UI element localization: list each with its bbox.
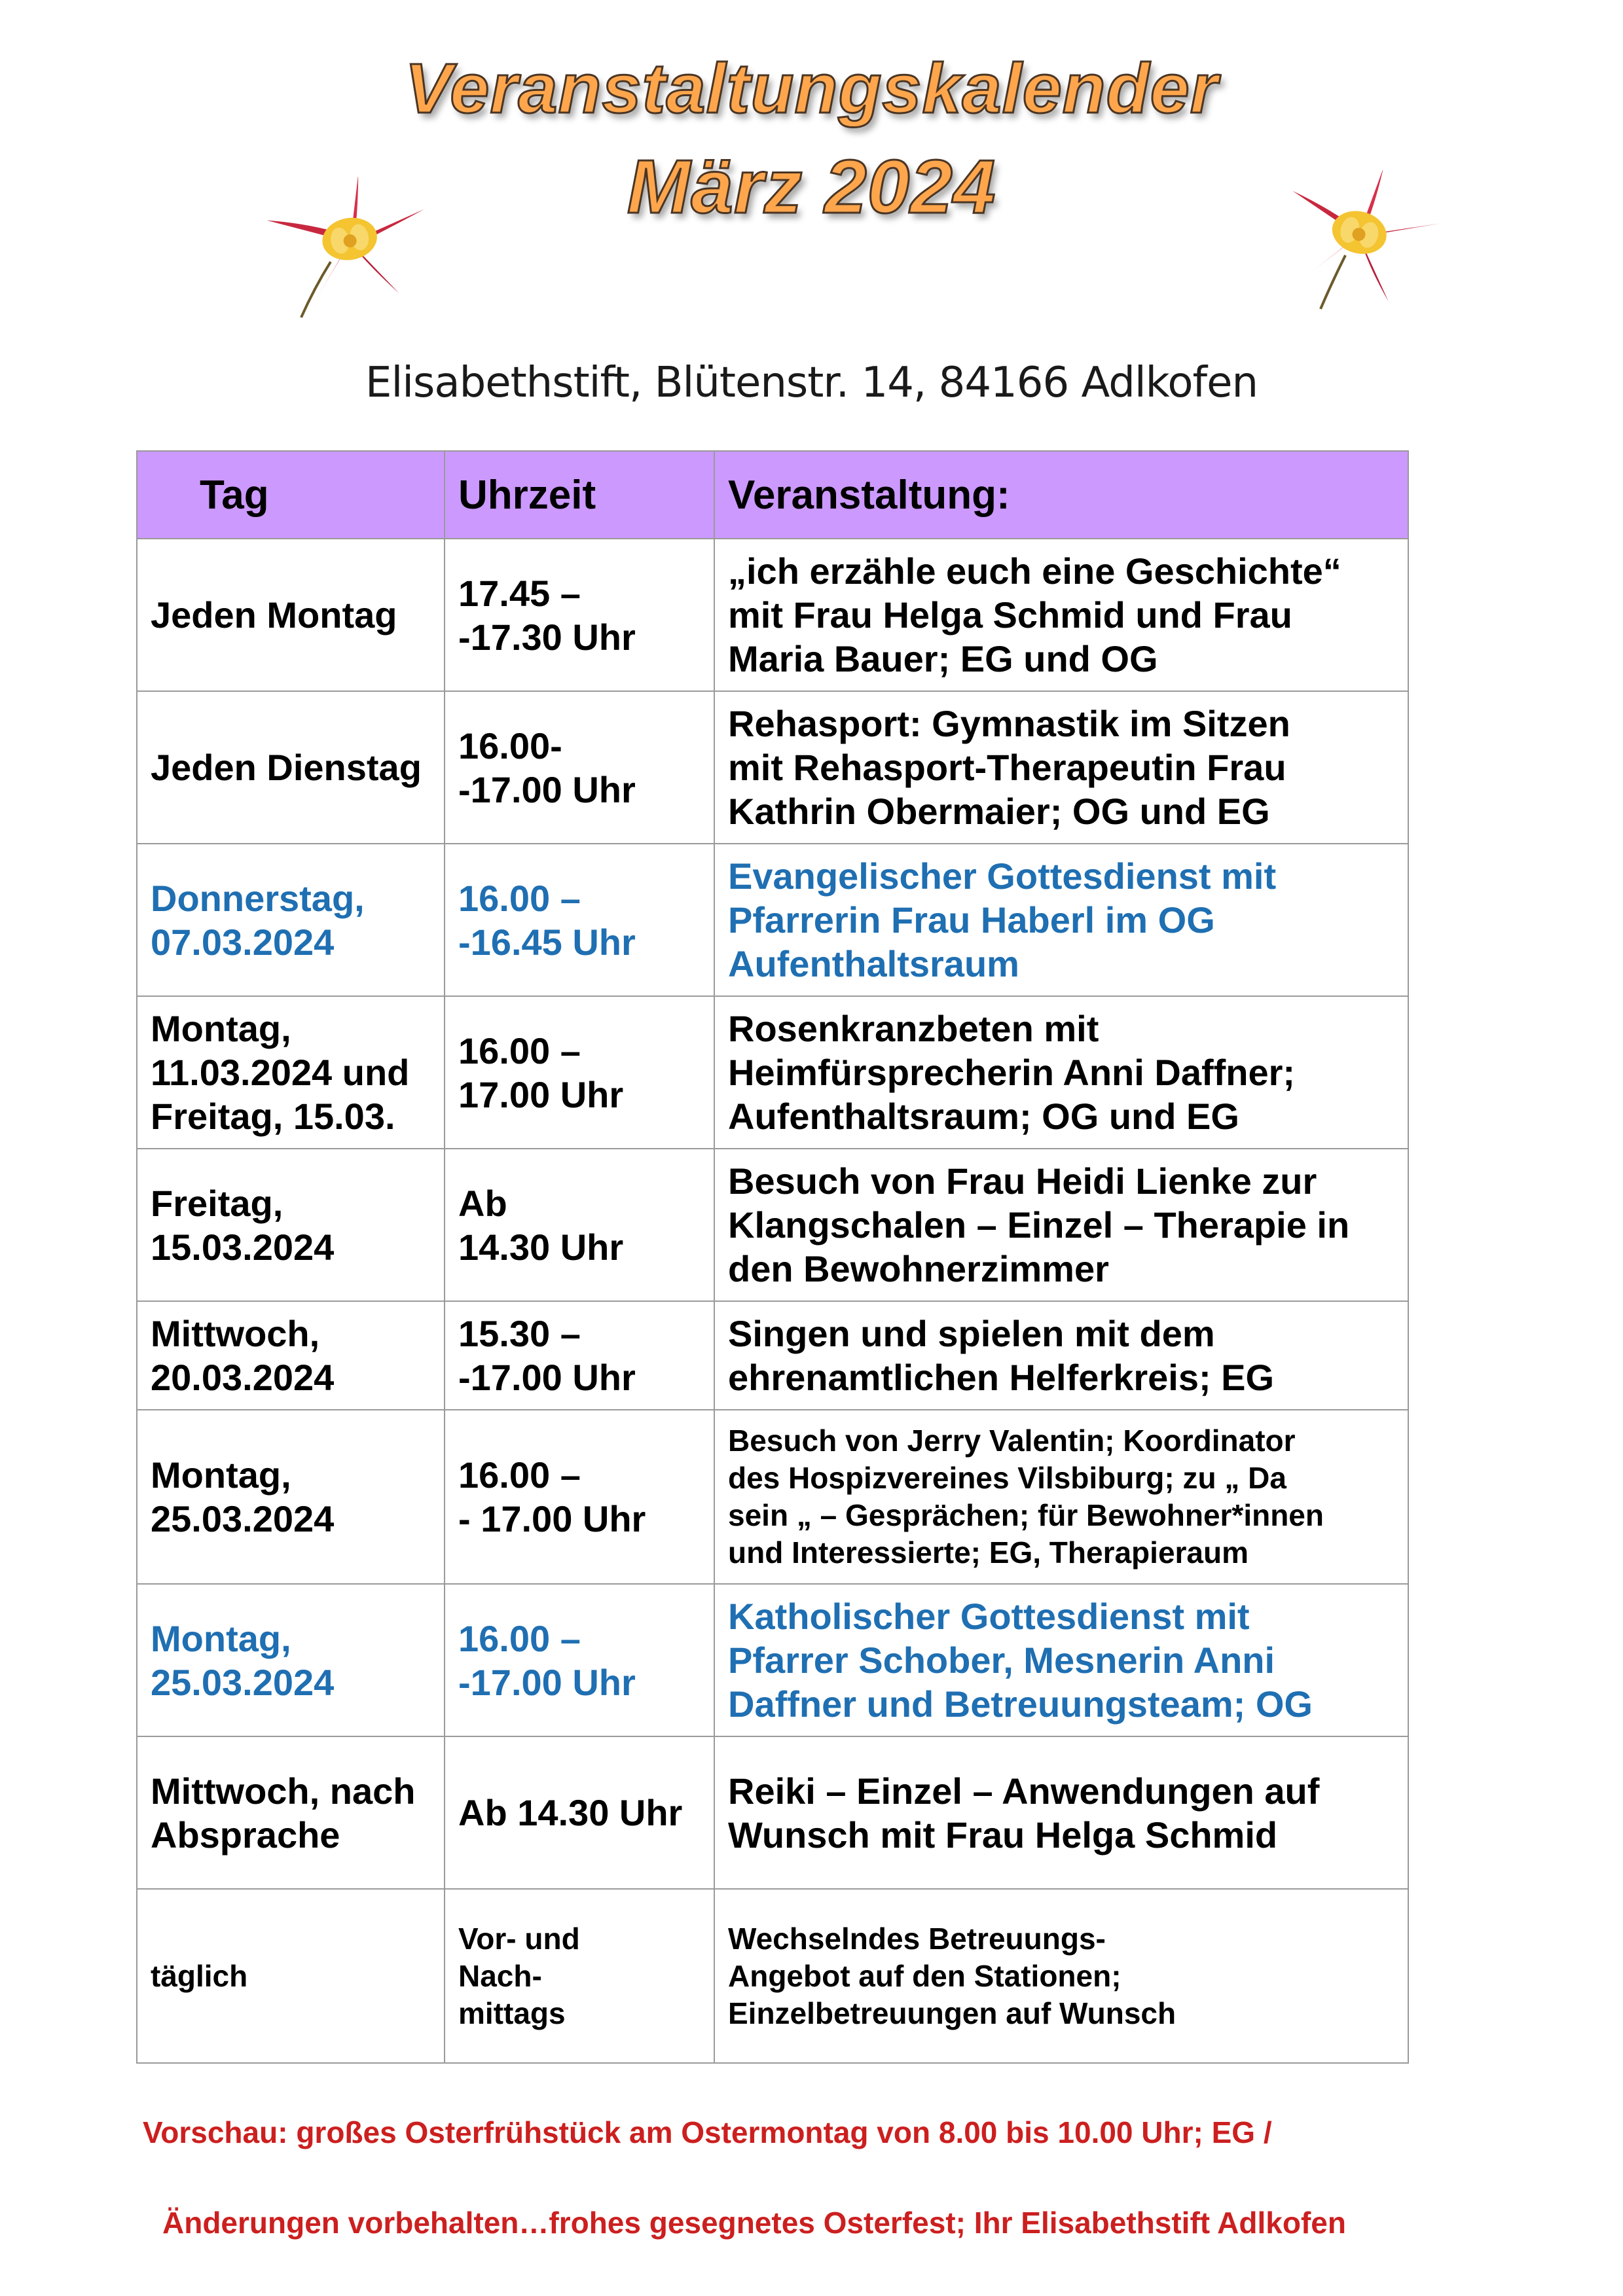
table-row [137, 1736, 1408, 1889]
cell-veranstaltung: „ich erzähle euch eine Geschichte“ mit Frau Helga Schmid und Frau Maria Bauer; EG und OG [714, 539, 1408, 691]
cell-uhrzeit: Ab 14.30 Uhr [445, 1149, 714, 1301]
cell-uhrzeit: 16.00 – -16.45 Uhr [445, 844, 714, 996]
column-header-veranstaltung: Veranstaltung: [714, 451, 1408, 539]
event-calendar-table [136, 450, 1409, 2064]
cell-tag: Jeden Dienstag [137, 691, 445, 844]
cell-tag: Montag, 11.03.2024 und Freitag, 15.03. [137, 996, 445, 1149]
cell-tag: Donnerstag, 07.03.2024 [137, 844, 445, 996]
column-header-tag: Tag [137, 451, 445, 539]
table-row [137, 1149, 1408, 1301]
cell-uhrzeit: 16.00- -17.00 Uhr [445, 691, 714, 844]
table-row [137, 691, 1408, 844]
cell-veranstaltung: Rosenkranzbeten mit Heimfürsprecherin Anni Daffner; Aufenthaltsraum; OG und EG [714, 996, 1408, 1149]
columbine-flower-icon [1273, 170, 1450, 314]
table-row [137, 1410, 1408, 1584]
table-row [137, 539, 1408, 691]
table-row [137, 844, 1408, 996]
address-line: Elisabethstift, Blütenstr. 14, 84166 Adlkofen [365, 359, 1258, 407]
cell-uhrzeit: 16.00 – 17.00 Uhr [445, 996, 714, 1149]
cell-tag: Mittwoch, nach Absprache [137, 1736, 445, 1889]
cell-veranstaltung: Besuch von Frau Heidi Lienke zur Klangschalen – Einzel – Therapie in den Bewohnerzimmer [714, 1149, 1408, 1301]
cell-uhrzeit: Ab 14.30 Uhr [445, 1736, 714, 1889]
table-row [137, 1301, 1408, 1410]
page-title: Veranstaltungskalender [405, 48, 1218, 128]
table-row [137, 1889, 1408, 2063]
cell-uhrzeit: 16.00 – -17.00 Uhr [445, 1584, 714, 1736]
cell-tag: Mittwoch, 20.03.2024 [137, 1301, 445, 1410]
cell-veranstaltung: Katholischer Gottesdienst mit Pfarrer Schober, Mesnerin Anni Daffner und Betreuungsteam; OG [714, 1584, 1408, 1736]
columbine-flower-icon [262, 177, 439, 321]
cell-uhrzeit: 15.30 – -17.00 Uhr [445, 1301, 714, 1410]
cell-veranstaltung: Evangelischer Gottesdienst mit Pfarrerin Frau Haberl im OG Aufenthaltsraum [714, 844, 1408, 996]
closing-note: Änderungen vorbehalten…frohes gesegnetes Osterfest; Ihr Elisabethstift Adlkofen [162, 2206, 1346, 2240]
cell-uhrzeit: Vor- und Nach- mittags [445, 1889, 714, 2063]
table-row [137, 996, 1408, 1149]
cell-uhrzeit: 17.45 – -17.30 Uhr [445, 539, 714, 691]
cell-tag: Montag, 25.03.2024 [137, 1584, 445, 1736]
cell-veranstaltung: Reiki – Einzel – Anwendungen auf Wunsch mit Frau Helga Schmid [714, 1736, 1408, 1889]
page-subtitle-month: März 2024 [627, 144, 996, 229]
column-header-uhrzeit: Uhrzeit [445, 451, 714, 539]
cell-tag: täglich [137, 1889, 445, 2063]
cell-veranstaltung: Wechselndes Betreuungs- Angebot auf den Stationen; Einzelbetreuungen auf Wunsch [714, 1889, 1408, 2063]
cell-tag: Freitag, 15.03.2024 [137, 1149, 445, 1301]
table-header-row [137, 451, 1408, 539]
cell-tag: Montag, 25.03.2024 [137, 1410, 445, 1584]
cell-tag: Jeden Montag [137, 539, 445, 691]
cell-uhrzeit: 16.00 – - 17.00 Uhr [445, 1410, 714, 1584]
preview-note: Vorschau: großes Osterfrühstück am Ostermontag von 8.00 bis 10.00 Uhr; EG / [143, 2115, 1272, 2149]
cell-veranstaltung: Besuch von Jerry Valentin; Koordinator des Hospizvereines Vilsbiburg; zu „ Da sein „ – Gesprächen; für Bewohner*innen und Interessierte; EG, Therapieraum [714, 1410, 1408, 1584]
cell-veranstaltung: Rehasport: Gymnastik im Sitzen mit Rehasport-Therapeutin Frau Kathrin Obermaier; OG und EG [714, 691, 1408, 844]
cell-veranstaltung: Singen und spielen mit dem ehrenamtlichen Helferkreis; EG [714, 1301, 1408, 1410]
table-row [137, 1584, 1408, 1736]
